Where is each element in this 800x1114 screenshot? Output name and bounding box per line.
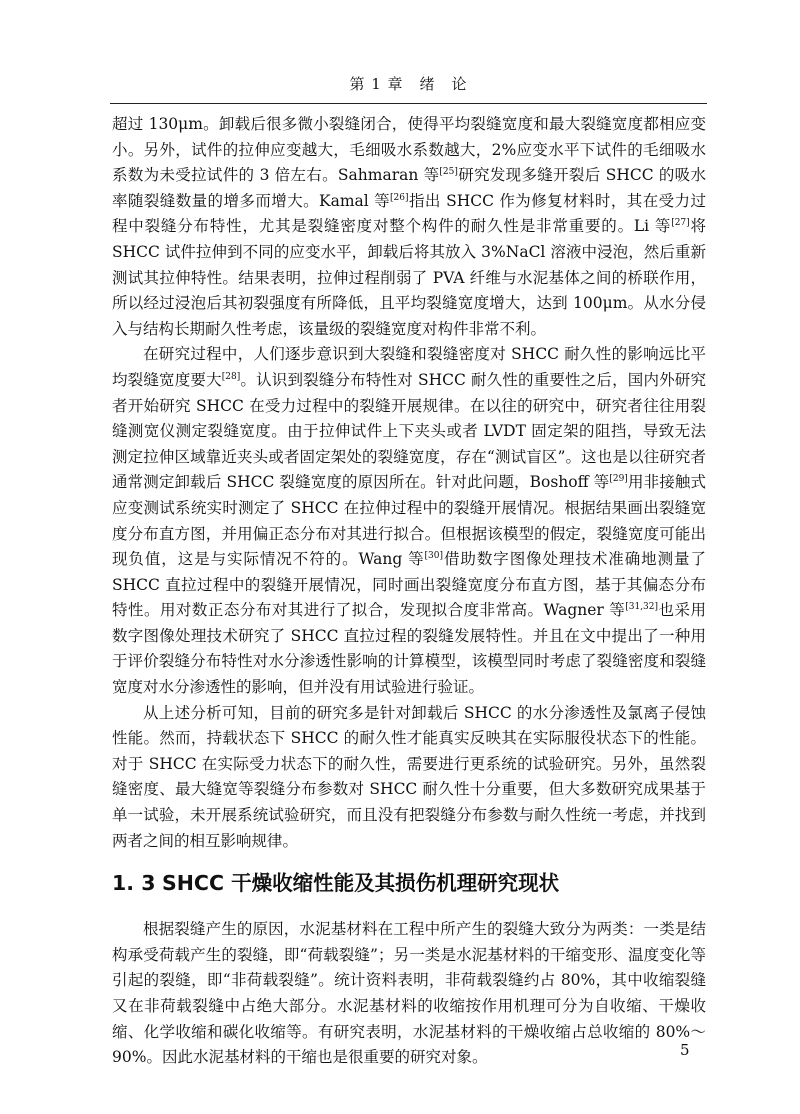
section-heading bbox=[112, 868, 706, 898]
section-title: SHCC 干燥收缩性能及其损伤机理研究现状 bbox=[162, 871, 560, 896]
paragraph-4: 根据裂缝产生的原因，水泥基材料在工程中所产生的裂缝大致分为两类：一类是结构承受荷载产生的裂缝，即“荷载裂缝”；另一类是水泥基材料的干缩变形、温度变化等引起的裂缝，即“非荷载裂缝”。统计资料表明，非荷载裂缝约占 80%，其中收缩裂缝又在非荷载裂缝中占绝大部分。水泥基材料的收缩按作用机理可分为自收缩、干燥收缩、化学收缩和碳化收缩等。有研究表明，水泥基材料的干燥收缩占总收缩的 80%～90%。因此水泥基材料的干缩也是很重要的研究对象。 bbox=[112, 920, 706, 1067]
citation-26: [26] bbox=[390, 192, 409, 203]
running-header: 第 1 章 绪 论 bbox=[349, 75, 468, 93]
paragraph-1 bbox=[112, 112, 706, 342]
citation-29: [29] bbox=[609, 474, 628, 485]
page-number: 5 bbox=[680, 1041, 690, 1059]
paragraph-1-text-1: 超过 130μm。卸载后很多微小裂缝闭合，使得平均裂缝宽度和最大裂缝宽度都相应变小。另外，试件的拉伸应变越大，毛细吸水系数越大，2%应变水平下试件的毛细吸水系数为未受拉试件的 3 倍左右。Sahmaran 等 bbox=[112, 115, 706, 185]
paragraph-1-text-2: 研究发现多缝开裂后 SHCC 的吸水率随裂缝数量的增多而增大。Kamal 等 bbox=[112, 166, 706, 210]
paragraph-1-text-4: 将 SHCC 试件拉伸到不同的应变水平，卸载后将其放入 3%NaCl 溶液中浸泡，然后重新测试其拉伸特性。结果表明，拉伸过程削弱了 PVA 纤维与水泥基体之间的桥联作用，所以经过浸泡后其初裂强度有所降低，且平均裂缝宽度增大，达到 100μm。从水分侵入与结构长期耐久性考虑，该量级的裂缝宽度对构件非常不利。 bbox=[112, 217, 706, 338]
paragraph-2-text-1: 在研究过程中，人们逐步意识到大裂缝和裂缝密度对 SHCC 耐久性的影响远比平均裂缝宽度要大 bbox=[112, 345, 706, 389]
paragraph-2-text-5: 也采用数字图像处理技术研究了 SHCC 直拉过程的裂缝发展特性。并且在文中提出了一种用于评价裂缝分布特性对水分渗透性影响的计算模型，该模型同时考虑了裂缝密度和裂缝宽度对水分渗透性的影响，但并没有用试验进行验证。 bbox=[112, 601, 706, 697]
paragraph-1-text-3: 指出 SHCC 作为修复材料时，其在受力过程中裂缝分布特性，尤其是裂缝密度对整个构件的耐久性是非常重要的。Li 等 bbox=[112, 191, 706, 236]
citation-30: [30] bbox=[424, 551, 444, 562]
citation-31-32: [31,32] bbox=[625, 602, 659, 613]
paragraph-2 bbox=[112, 342, 706, 700]
paragraph-2-text-2: 。认识到裂缝分布特性对 SHCC 耐久性的重要性之后，国内外研究者开始研究 SHCC 在受力过程中的裂缝开展规律。在以往的研究中，研究者往往用裂缝测宽仪测定裂缝宽度。由于拉伸试件上下夹头或者 LVDT 固定架的阻挡，导致无法测定拉伸区域靠近夹头或者固定架处的裂缝宽度，存在“测试盲区”。这也是以往研究者通常测定卸载后 SHCC 裂缝宽度的原因所在。针对此问题，Boshoff 等 bbox=[112, 370, 706, 492]
page-content bbox=[112, 112, 706, 1071]
citation-25: [25] bbox=[439, 167, 458, 178]
paragraph-3: 从上述分析可知，目前的研究多是针对卸载后 SHCC 的水分渗透性及氯离子侵蚀性能。然而，持载状态下 SHCC 的耐久性才能真实反映其在实际服役状态下的性能。对于 SHCC 在实际受力状态下的耐久性，需要进行更系统的试验研究。另外，虽然裂缝密度、最大缝宽等裂缝分布参数对 SHCC 耐久性十分重要，但大多数研究成果基于单一试验，未开展系统试验研究，而且没有把裂缝分布参数与耐久性统一考虑，并找到两者之间的相互影响规律。 bbox=[112, 703, 706, 850]
citation-28: [28] bbox=[221, 371, 241, 382]
header-rule bbox=[110, 103, 707, 104]
paragraph-2-text-4: 借助数字图像处理技术准确地测量了 SHCC 直拉过程中的裂缝开展情况，同时画出裂缝宽度分布直方图，基于其偏态分布特性。用对数正态分布对其进行了拟合，发现拟合度非常高。Wagner 等 bbox=[112, 550, 706, 620]
citation-27: [27] bbox=[671, 218, 690, 229]
paragraph-2-text-3: 用非接触式应变测试系统实时测定了 SHCC 在拉伸过程中的裂缝开展情况。根据结果画出裂缝宽度分布直方图，并用偏正态分布对其进行拟合。但根据该模型的假定，裂缝宽度可能出现负值，这是与实际情况不符的。Wang 等 bbox=[112, 473, 706, 569]
section-number: 1. 3 bbox=[112, 871, 156, 896]
